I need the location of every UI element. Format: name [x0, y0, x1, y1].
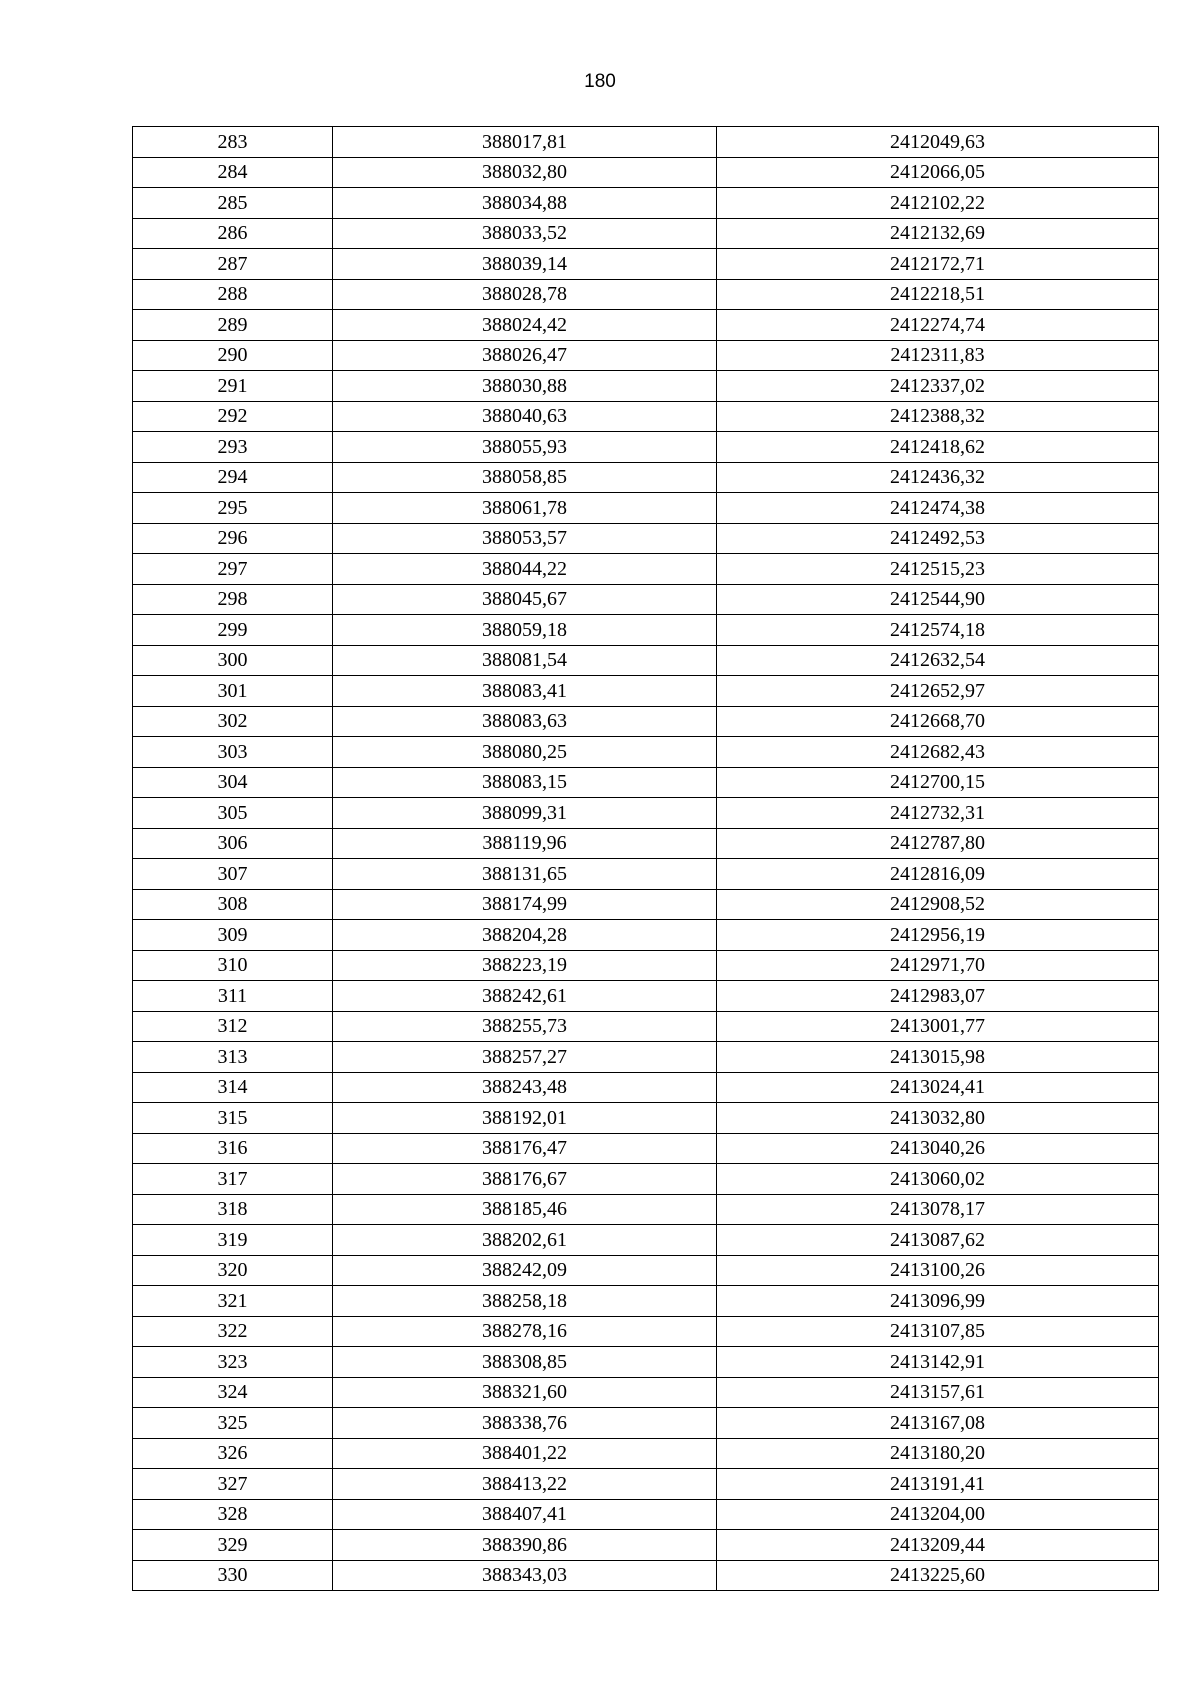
- table-row: [133, 249, 1159, 280]
- y-coordinate-cell: 2412700,15: [717, 767, 1159, 798]
- x-coordinate-cell: 388242,61: [333, 981, 717, 1012]
- x-coordinate-cell: 388039,14: [333, 249, 717, 280]
- table-row: [133, 706, 1159, 737]
- point-number-cell: 284: [133, 157, 333, 188]
- point-number-cell: 312: [133, 1011, 333, 1042]
- point-number-cell: 330: [133, 1560, 333, 1591]
- y-coordinate-cell: 2413167,08: [717, 1408, 1159, 1439]
- table-row: [133, 981, 1159, 1012]
- table-row: [133, 1042, 1159, 1073]
- x-coordinate-cell: 388413,22: [333, 1469, 717, 1500]
- y-coordinate-cell: 2413180,20: [717, 1438, 1159, 1469]
- x-coordinate-cell: 388017,81: [333, 127, 717, 158]
- x-coordinate-cell: 388024,42: [333, 310, 717, 341]
- coordinates-table: [132, 126, 1159, 1591]
- y-coordinate-cell: 2412956,19: [717, 920, 1159, 951]
- y-coordinate-cell: 2413096,99: [717, 1286, 1159, 1317]
- x-coordinate-cell: 388081,54: [333, 645, 717, 676]
- point-number-cell: 327: [133, 1469, 333, 1500]
- point-number-cell: 307: [133, 859, 333, 890]
- table-row: [133, 279, 1159, 310]
- point-number-cell: 289: [133, 310, 333, 341]
- x-coordinate-cell: 388176,47: [333, 1133, 717, 1164]
- point-number-cell: 293: [133, 432, 333, 463]
- x-coordinate-cell: 388176,67: [333, 1164, 717, 1195]
- x-coordinate-cell: 388028,78: [333, 279, 717, 310]
- point-number-cell: 313: [133, 1042, 333, 1073]
- y-coordinate-cell: 2412311,83: [717, 340, 1159, 371]
- y-coordinate-cell: 2412172,71: [717, 249, 1159, 280]
- table-row: [133, 1530, 1159, 1561]
- y-coordinate-cell: 2412983,07: [717, 981, 1159, 1012]
- y-coordinate-cell: 2413060,02: [717, 1164, 1159, 1195]
- y-coordinate-cell: 2412274,74: [717, 310, 1159, 341]
- table-row: [133, 1194, 1159, 1225]
- point-number-cell: 328: [133, 1499, 333, 1530]
- y-coordinate-cell: 2412908,52: [717, 889, 1159, 920]
- table-row: [133, 1408, 1159, 1439]
- x-coordinate-cell: 388204,28: [333, 920, 717, 951]
- table-row: [133, 1103, 1159, 1134]
- point-number-cell: 323: [133, 1347, 333, 1378]
- x-coordinate-cell: 388185,46: [333, 1194, 717, 1225]
- x-coordinate-cell: 388255,73: [333, 1011, 717, 1042]
- point-number-cell: 325: [133, 1408, 333, 1439]
- x-coordinate-cell: 388040,63: [333, 401, 717, 432]
- point-number-cell: 298: [133, 584, 333, 615]
- point-number-cell: 309: [133, 920, 333, 951]
- y-coordinate-cell: 2412971,70: [717, 950, 1159, 981]
- table-row: [133, 127, 1159, 158]
- table-row: [133, 767, 1159, 798]
- table-row: [133, 554, 1159, 585]
- point-number-cell: 308: [133, 889, 333, 920]
- table-row: [133, 1560, 1159, 1591]
- y-coordinate-cell: 2413100,26: [717, 1255, 1159, 1286]
- y-coordinate-cell: 2412102,22: [717, 188, 1159, 219]
- table-row: [133, 798, 1159, 829]
- table-row: [133, 676, 1159, 707]
- point-number-cell: 300: [133, 645, 333, 676]
- table-row: [133, 340, 1159, 371]
- y-coordinate-cell: 2413204,00: [717, 1499, 1159, 1530]
- y-coordinate-cell: 2413142,91: [717, 1347, 1159, 1378]
- x-coordinate-cell: 388053,57: [333, 523, 717, 554]
- table-row: [133, 859, 1159, 890]
- point-number-cell: 310: [133, 950, 333, 981]
- point-number-cell: 320: [133, 1255, 333, 1286]
- table-row: [133, 523, 1159, 554]
- x-coordinate-cell: 388030,88: [333, 371, 717, 402]
- x-coordinate-cell: 388242,09: [333, 1255, 717, 1286]
- x-coordinate-cell: 388034,88: [333, 188, 717, 219]
- point-number-cell: 288: [133, 279, 333, 310]
- y-coordinate-cell: 2413078,17: [717, 1194, 1159, 1225]
- x-coordinate-cell: 388174,99: [333, 889, 717, 920]
- x-coordinate-cell: 388099,31: [333, 798, 717, 829]
- y-coordinate-cell: 2413032,80: [717, 1103, 1159, 1134]
- point-number-cell: 318: [133, 1194, 333, 1225]
- point-number-cell: 303: [133, 737, 333, 768]
- x-coordinate-cell: 388308,85: [333, 1347, 717, 1378]
- x-coordinate-cell: 388243,48: [333, 1072, 717, 1103]
- y-coordinate-cell: 2413024,41: [717, 1072, 1159, 1103]
- point-number-cell: 317: [133, 1164, 333, 1195]
- table-row: [133, 737, 1159, 768]
- y-coordinate-cell: 2412388,32: [717, 401, 1159, 432]
- y-coordinate-cell: 2412682,43: [717, 737, 1159, 768]
- x-coordinate-cell: 388390,86: [333, 1530, 717, 1561]
- x-coordinate-cell: 388033,52: [333, 218, 717, 249]
- y-coordinate-cell: 2412066,05: [717, 157, 1159, 188]
- point-number-cell: 306: [133, 828, 333, 859]
- table-row: [133, 920, 1159, 951]
- table-row: [133, 1072, 1159, 1103]
- x-coordinate-cell: 388257,27: [333, 1042, 717, 1073]
- point-number-cell: 285: [133, 188, 333, 219]
- y-coordinate-cell: 2412732,31: [717, 798, 1159, 829]
- x-coordinate-cell: 388202,61: [333, 1225, 717, 1256]
- x-coordinate-cell: 388058,85: [333, 462, 717, 493]
- y-coordinate-cell: 2412632,54: [717, 645, 1159, 676]
- point-number-cell: 294: [133, 462, 333, 493]
- table-row: [133, 218, 1159, 249]
- x-coordinate-cell: 388343,03: [333, 1560, 717, 1591]
- y-coordinate-cell: 2412132,69: [717, 218, 1159, 249]
- y-coordinate-cell: 2413209,44: [717, 1530, 1159, 1561]
- table-row: [133, 493, 1159, 524]
- point-number-cell: 326: [133, 1438, 333, 1469]
- y-coordinate-cell: 2412544,90: [717, 584, 1159, 615]
- x-coordinate-cell: 388131,65: [333, 859, 717, 890]
- point-number-cell: 302: [133, 706, 333, 737]
- table-row: [133, 432, 1159, 463]
- table-row: [133, 950, 1159, 981]
- x-coordinate-cell: 388032,80: [333, 157, 717, 188]
- y-coordinate-cell: 2412652,97: [717, 676, 1159, 707]
- x-coordinate-cell: 388119,96: [333, 828, 717, 859]
- point-number-cell: 319: [133, 1225, 333, 1256]
- coordinates-table-body: [133, 127, 1159, 1591]
- point-number-cell: 287: [133, 249, 333, 280]
- x-coordinate-cell: 388059,18: [333, 615, 717, 646]
- point-number-cell: 316: [133, 1133, 333, 1164]
- table-row: [133, 615, 1159, 646]
- y-coordinate-cell: 2413040,26: [717, 1133, 1159, 1164]
- x-coordinate-cell: 388044,22: [333, 554, 717, 585]
- point-number-cell: 292: [133, 401, 333, 432]
- y-coordinate-cell: 2413001,77: [717, 1011, 1159, 1042]
- x-coordinate-cell: 388061,78: [333, 493, 717, 524]
- point-number-cell: 304: [133, 767, 333, 798]
- table-row: [133, 1377, 1159, 1408]
- table-row: [133, 1286, 1159, 1317]
- point-number-cell: 329: [133, 1530, 333, 1561]
- y-coordinate-cell: 2413225,60: [717, 1560, 1159, 1591]
- y-coordinate-cell: 2413191,41: [717, 1469, 1159, 1500]
- table-row: [133, 1438, 1159, 1469]
- x-coordinate-cell: 388407,41: [333, 1499, 717, 1530]
- table-row: [133, 371, 1159, 402]
- table-row: [133, 1133, 1159, 1164]
- y-coordinate-cell: 2412049,63: [717, 127, 1159, 158]
- table-row: [133, 645, 1159, 676]
- point-number-cell: 314: [133, 1072, 333, 1103]
- point-number-cell: 295: [133, 493, 333, 524]
- y-coordinate-cell: 2412418,62: [717, 432, 1159, 463]
- table-row: [133, 462, 1159, 493]
- x-coordinate-cell: 388083,41: [333, 676, 717, 707]
- point-number-cell: 296: [133, 523, 333, 554]
- point-number-cell: 299: [133, 615, 333, 646]
- y-coordinate-cell: 2412574,18: [717, 615, 1159, 646]
- point-number-cell: 315: [133, 1103, 333, 1134]
- table-row: [133, 157, 1159, 188]
- table-row: [133, 310, 1159, 341]
- point-number-cell: 321: [133, 1286, 333, 1317]
- x-coordinate-cell: 388258,18: [333, 1286, 717, 1317]
- y-coordinate-cell: 2412436,32: [717, 462, 1159, 493]
- point-number-cell: 297: [133, 554, 333, 585]
- y-coordinate-cell: 2412492,53: [717, 523, 1159, 554]
- table-row: [133, 1011, 1159, 1042]
- x-coordinate-cell: 388045,67: [333, 584, 717, 615]
- x-coordinate-cell: 388083,63: [333, 706, 717, 737]
- y-coordinate-cell: 2413107,85: [717, 1316, 1159, 1347]
- y-coordinate-cell: 2413157,61: [717, 1377, 1159, 1408]
- point-number-cell: 286: [133, 218, 333, 249]
- x-coordinate-cell: 388026,47: [333, 340, 717, 371]
- y-coordinate-cell: 2413015,98: [717, 1042, 1159, 1073]
- point-number-cell: 290: [133, 340, 333, 371]
- table-row: [133, 1225, 1159, 1256]
- x-coordinate-cell: 388080,25: [333, 737, 717, 768]
- point-number-cell: 322: [133, 1316, 333, 1347]
- x-coordinate-cell: 388192,01: [333, 1103, 717, 1134]
- y-coordinate-cell: 2412668,70: [717, 706, 1159, 737]
- table-row: [133, 828, 1159, 859]
- table-row: [133, 1316, 1159, 1347]
- y-coordinate-cell: 2412218,51: [717, 279, 1159, 310]
- table-row: [133, 188, 1159, 219]
- x-coordinate-cell: 388223,19: [333, 950, 717, 981]
- point-number-cell: 305: [133, 798, 333, 829]
- page-number: 180: [584, 71, 616, 92]
- table-row: [133, 584, 1159, 615]
- point-number-cell: 324: [133, 1377, 333, 1408]
- point-number-cell: 301: [133, 676, 333, 707]
- x-coordinate-cell: 388321,60: [333, 1377, 717, 1408]
- y-coordinate-cell: 2412337,02: [717, 371, 1159, 402]
- table-row: [133, 1255, 1159, 1286]
- table-row: [133, 1347, 1159, 1378]
- y-coordinate-cell: 2412787,80: [717, 828, 1159, 859]
- x-coordinate-cell: 388278,16: [333, 1316, 717, 1347]
- y-coordinate-cell: 2412515,23: [717, 554, 1159, 585]
- table-row: [133, 1469, 1159, 1500]
- y-coordinate-cell: 2412474,38: [717, 493, 1159, 524]
- y-coordinate-cell: 2412816,09: [717, 859, 1159, 890]
- table-row: [133, 889, 1159, 920]
- point-number-cell: 283: [133, 127, 333, 158]
- x-coordinate-cell: 388083,15: [333, 767, 717, 798]
- table-row: [133, 1164, 1159, 1195]
- table-row: [133, 401, 1159, 432]
- point-number-cell: 291: [133, 371, 333, 402]
- y-coordinate-cell: 2413087,62: [717, 1225, 1159, 1256]
- point-number-cell: 311: [133, 981, 333, 1012]
- x-coordinate-cell: 388401,22: [333, 1438, 717, 1469]
- x-coordinate-cell: 388055,93: [333, 432, 717, 463]
- table-row: [133, 1499, 1159, 1530]
- x-coordinate-cell: 388338,76: [333, 1408, 717, 1439]
